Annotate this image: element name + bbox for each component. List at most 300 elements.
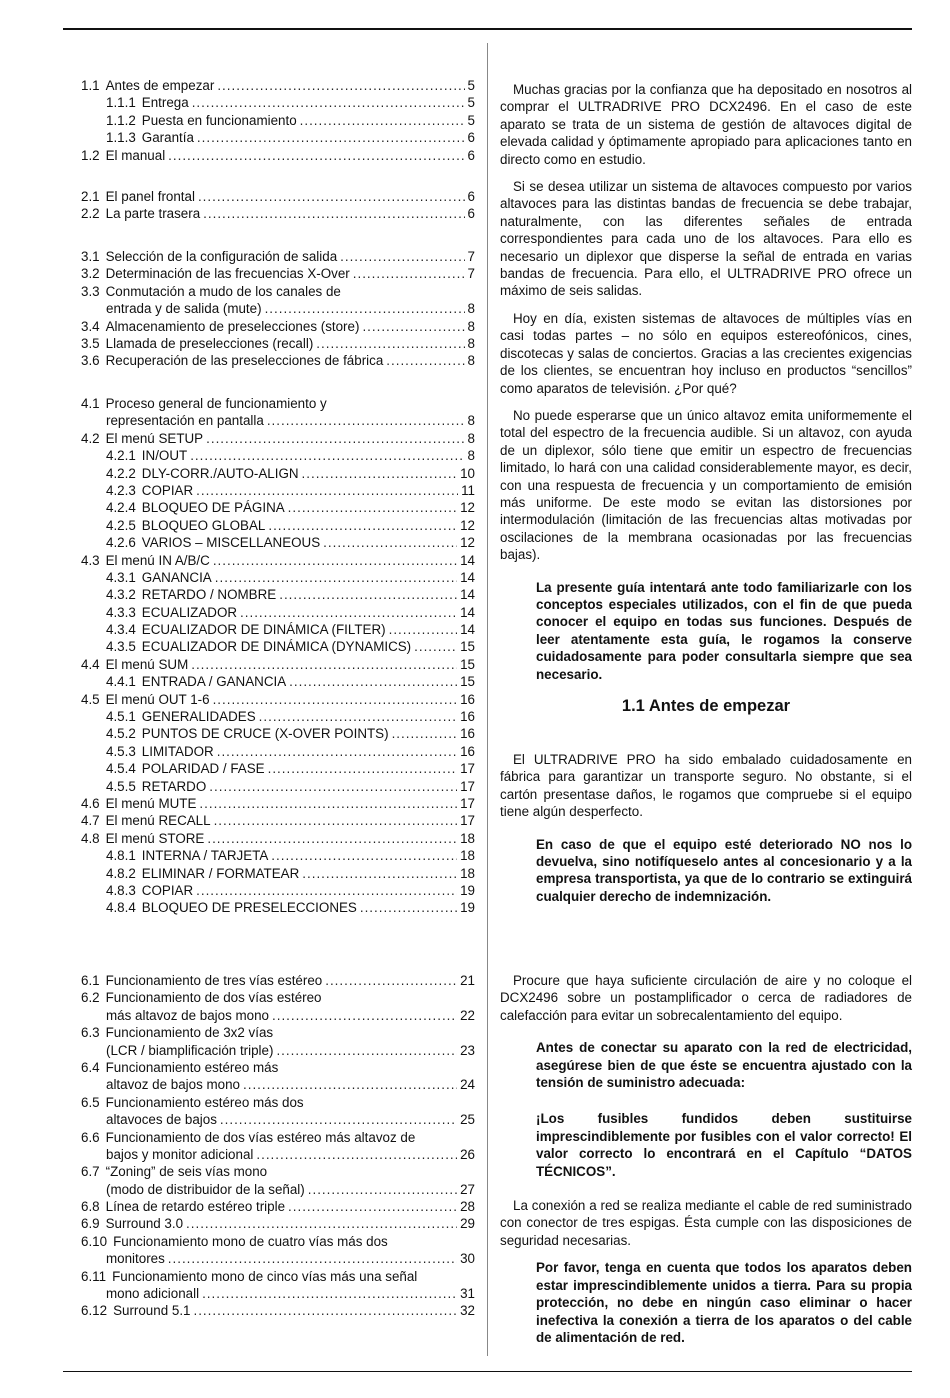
toc-leader-dots [209, 778, 457, 795]
toc-entry-number: 3.3 [81, 283, 100, 299]
toc-entry-page: 8 [467, 318, 475, 334]
toc-entry [81, 1215, 475, 1232]
toc-entry-page: 5 [467, 78, 475, 93]
toc-entry-title: Selección de la configuración de salida [105, 249, 338, 264]
toc-entry [81, 989, 475, 1006]
toc-leader-dots [186, 1215, 457, 1232]
toc-entry [81, 534, 475, 551]
toc-leader-dots [220, 1111, 457, 1128]
toc-entry [81, 586, 475, 603]
toc-entry-title: Funcionamiento mono de cuatro vías más dos [113, 1233, 388, 1249]
toc-entry-page: 17 [460, 795, 475, 811]
toc-leader-dots [217, 743, 457, 760]
toc-entry-number: 3.2 [81, 266, 100, 282]
toc-entry-title: Almacenamiento de preselecciones (store) [105, 318, 360, 334]
toc-entry [81, 760, 475, 777]
toc-entry-title: ENTRADA / GANANCIA [141, 674, 287, 690]
toc-entry-number: 6.9 [81, 1216, 100, 1232]
toc-entry-title: GENERALIDADES [141, 709, 256, 725]
toc-entry-title: Funcionamiento de 3x2 vías [105, 1025, 274, 1041]
toc-entry-title: IN/OUT [141, 448, 188, 464]
toc-entry-title: RETARDO [141, 778, 207, 794]
toc-entry [81, 412, 475, 429]
ground-warning-bold: Por favor, tenga en cuenta que todos los aparatos deben estar imprescindiblemente unidos a tierra. Para su propia protección, no debe en ningún caso eliminar o hacer inefectiva la conexión a tierra de los aparatos o del cable de alimentación de red. [536, 1260, 912, 1345]
toc-leader-dots [215, 569, 457, 586]
toc-entry-page: 25 [460, 1112, 475, 1128]
toc-leader-dots [267, 412, 465, 429]
toc-entry [81, 1129, 475, 1146]
toc-entry-page: 23 [460, 1042, 475, 1058]
toc-entry-page: 16 [460, 691, 475, 707]
toc-entry [81, 1111, 475, 1128]
toc-entry-title: ELIMINAR / FORMATEAR [141, 865, 300, 881]
toc-leader-dots [340, 248, 464, 265]
toc-leader-dots [214, 812, 458, 829]
toc-entry [81, 112, 475, 129]
intro-section [500, 81, 912, 683]
toc-entry-title: BLOQUEO DE PRESELECCIONES [141, 900, 357, 916]
toc-entry [81, 1059, 475, 1076]
toc-leader-dots [392, 725, 458, 742]
toc-leader-dots [289, 673, 457, 690]
toc-entry [81, 673, 475, 690]
section-1-1 [500, 751, 912, 905]
toc-entry-title: Recuperación de las preselecciones de fábrica [105, 353, 384, 369]
ventilation-paragraph: Procure que haya suficiente circulación de aire y no coloque el DCX2496 sobre un postamplificador o cerca de radiadores de calefacción para evitar un sobrecalentamiento del equipo. [500, 973, 912, 1023]
toc-leader-dots [202, 1285, 457, 1302]
damage-warning-bold: En caso de que el equipo esté deteriorado NO nos lo devuelva, sino notifíqueselo antes al concesionario y a la empresa transportista, ya que de lo contrario se extinguirá cualquier derecho de indemnización. [536, 836, 912, 904]
toc-entry-number: 6.12 [81, 1303, 108, 1319]
toc-entry [81, 778, 475, 795]
toc-entry-page: 5 [467, 112, 475, 128]
toc-group-2 [81, 188, 475, 223]
toc-leader-dots [196, 482, 458, 499]
toc-entry-title: más altavoz de bajos mono [106, 1007, 270, 1023]
toc-leader-dots [268, 517, 457, 534]
toc-leader-dots [268, 760, 458, 777]
toc-entry [81, 847, 475, 864]
toc-entry-number: 4.3.1 [106, 569, 136, 585]
toc-leader-dots [168, 147, 464, 164]
toc-entry [81, 656, 475, 673]
toc-entry-page: 8 [467, 413, 475, 429]
toc-entry-number: 4.5 [81, 691, 100, 707]
toc-entry-page: 17 [460, 761, 475, 777]
toc-leader-dots [288, 499, 457, 516]
toc-entry-number: 4.3 [81, 552, 100, 568]
toc-entry [81, 482, 475, 499]
toc-entry-page: 16 [460, 709, 475, 725]
toc-entry-title: Puesta en funcionamiento [141, 112, 297, 128]
toc-entry-page: 8 [467, 301, 475, 317]
toc-entry [81, 795, 475, 812]
toc-entry-page: 15 [460, 639, 475, 655]
toc-entry-title: Funcionamiento de dos vías estéreo más altavoz de [105, 1129, 416, 1145]
toc-entry [81, 248, 475, 265]
toc-entry [81, 395, 475, 412]
toc-entry-page: 30 [460, 1251, 475, 1267]
toc-leader-dots [308, 1181, 457, 1198]
toc-entry-title: (modo de distribuidor de la señal) [106, 1181, 305, 1197]
toc-entry [81, 1146, 475, 1163]
intro-paragraph-2: Si se desea utilizar un sistema de altavoces compuesto por varios altavoces para las distintas bandas de frecuencia se debe trabajar, naturalmente, con las diferentes señales de entrada correspondientes para cada uno de los altavoces. Para ello es necesario un diplexor que disperse la señal de entrada en varias bandas de frecuencia. Para ello, el ULTRADRIVE PRO ofrece un máximo de seis salidas. [500, 179, 912, 299]
toc-entry-page: 19 [460, 882, 475, 898]
toc-entry [81, 129, 475, 146]
toc-entry [81, 638, 475, 655]
toc-entry-number: 4.6 [81, 795, 100, 811]
toc-group-6 [81, 972, 475, 1320]
toc-entry-title: Funcionamiento de dos vías estéreo [105, 990, 322, 1006]
toc-leader-dots [302, 865, 457, 882]
toc-entry [81, 708, 475, 725]
toc-entry [81, 725, 475, 742]
toc-entry-title: Conmutación a mudo de los canales de [105, 283, 341, 299]
toc-entry-title: El menú SUM [105, 656, 189, 672]
toc-entry-page: 24 [460, 1077, 475, 1093]
toc-entry-number: 3.1 [81, 249, 100, 264]
toc-entry [81, 812, 475, 829]
toc-entry [81, 1285, 475, 1302]
toc-entry-page: 12 [460, 535, 475, 551]
toc-leader-dots [360, 899, 457, 916]
toc-leader-dots [389, 621, 458, 638]
toc-entry-title: LIMITADOR [141, 743, 214, 759]
toc-entry [81, 1302, 475, 1319]
toc-entry [81, 77, 475, 94]
toc-entry [81, 1163, 475, 1180]
toc-entry-page: 7 [467, 266, 475, 282]
intro-paragraph-4: No puede esperarse que un único altavoz emita uniformemente el total del espectro de la frecuencia audible. Si un altavoz, con ayuda de un diplexor, sólo tiene que emitir un espectro de frecuencias limitado, lo hará con una calidad considerablemente mayor, es decir, con una respuesta de frecuencia y un comportamiento de emisión más uniforme. De este modo se evitan las distorsiones por intermodulación (limitación de las frecuencias altas motivadas por oscilaciones de la membrana ocasionadas por las frecuencias bajas). [500, 407, 912, 563]
toc-entry-title: Surround 5.1 [113, 1303, 191, 1319]
toc-entry [81, 865, 475, 882]
toc-entry-title: La parte trasera [105, 206, 201, 222]
toc-entry-number: 6.5 [81, 1094, 100, 1110]
toc-entry-page: 29 [460, 1216, 475, 1232]
toc-entry-page: 8 [467, 335, 475, 351]
toc-entry-page: 6 [467, 147, 475, 163]
toc-entry [81, 1250, 475, 1267]
installation-section [500, 972, 912, 1346]
toc-entry-page: 28 [460, 1199, 475, 1215]
toc-entry-title: El menú OUT 1-6 [105, 691, 210, 707]
intro-note-bold: La presente guía intentará ante todo familiarizarle con los conceptos especiales utilizados, con el fin de que pueda conocer el equipo en todas sus funciones. Después de leer atentamente esta guía, le rogamos la conserve cuidadosamente para poder consultarla siempre que sea necesario. [536, 579, 912, 682]
toc-entry-title: mono adicionall [106, 1286, 200, 1302]
toc-entry-page: 6 [467, 189, 475, 204]
toc-entry-number: 1.1.1 [106, 95, 136, 111]
toc-leader-dots [217, 77, 464, 94]
toc-entry-number: 4.2.3 [106, 482, 136, 498]
toc-entry-page: 18 [460, 865, 475, 881]
toc-leader-dots [256, 1146, 457, 1163]
toc-entry-page: 16 [460, 743, 475, 759]
toc-entry-title: (LCR / biamplificación triple) [106, 1042, 274, 1058]
toc-entry-title: El panel frontal [105, 189, 195, 204]
toc-entry-number: 4.3.4 [106, 622, 136, 638]
toc-leader-dots [243, 1076, 457, 1093]
toc-leader-dots [203, 205, 464, 222]
voltage-warning-bold: Antes de conectar su aparato con la red de electricidad, asegúrese bien de que éste se encuentra ajustado con la tensión de suministro adecuada: [536, 1040, 912, 1091]
toc-entry-number: 1.2 [81, 147, 100, 163]
toc-entry-number: 4.8.3 [106, 882, 136, 898]
toc-entry-number: 4.2.2 [106, 465, 136, 481]
toc-entry-page: 5 [467, 95, 475, 111]
toc-entry-page: 18 [460, 830, 475, 846]
toc-entry-page: 6 [467, 206, 475, 222]
toc-leader-dots [192, 94, 465, 111]
toc-entry [81, 1024, 475, 1041]
toc-entry-number: 4.8.1 [106, 848, 136, 864]
toc-entry-number: 4.5.3 [106, 743, 136, 759]
toc-entry-page: 22 [460, 1007, 475, 1023]
toc-entry [81, 743, 475, 760]
toc-entry [81, 569, 475, 586]
toc-entry-page: 6 [467, 130, 475, 146]
toc-entry-number: 4.2.5 [106, 517, 136, 533]
toc-entry-title: Antes de empezar [105, 78, 215, 93]
toc-entry [81, 604, 475, 621]
toc-entry-number: 4.2 [81, 430, 100, 446]
toc-entry-number: 6.11 [81, 1268, 107, 1284]
section-paragraph-1: El ULTRADRIVE PRO ha sido embalado cuidadosamente en fábrica para garantizar un transporte seguro. No obstante, si el cartón presentase daños, le rogamos que compruebe si el equipo tiene algún desperfecto. [500, 752, 912, 820]
toc-entry-page: 27 [460, 1181, 475, 1197]
toc-entry-title: Llamada de preselecciones (recall) [105, 335, 314, 351]
toc-entry-number: 6.3 [81, 1025, 100, 1041]
toc-leader-dots [190, 447, 464, 464]
toc-entry-page: 17 [460, 778, 475, 794]
toc-entry-number: 4.3.3 [106, 604, 136, 620]
toc-entry-page: 7 [467, 249, 475, 264]
toc-entry-number: 6.2 [81, 990, 100, 1006]
toc-leader-dots [198, 188, 465, 205]
toc-entry-title: Surround 3.0 [105, 1216, 184, 1232]
toc-entry-title: GANANCIA [141, 569, 212, 585]
toc-entry-title: DLY-CORR./AUTO-ALIGN [141, 465, 299, 481]
toc-entry-page: 8 [467, 430, 475, 446]
toc-entry-page: 14 [460, 587, 475, 603]
toc-entry-number: 4.1 [81, 396, 100, 411]
toc-entry-number: 3.4 [81, 318, 100, 334]
intro-paragraph-3: Hoy en día, existen sistemas de altavoces de múltiples vías en casi todas partes – no sólo en equipos estereofónicos, cines, discotecas y salas de conciertos. Gracias a las crecientes exigencias de los clientes, se encuentran hoy incluso en productos “sencillos” como aparatos de televisión. ¿Por qué? [500, 310, 912, 396]
toc-entry-number: 4.8.2 [106, 865, 136, 881]
toc-entry [81, 1076, 475, 1093]
toc-entry-title: ECUALIZADOR DE DINÁMICA (DYNAMICS) [141, 639, 412, 655]
toc-entry-number: 4.5.2 [106, 726, 136, 742]
toc-entry-number: 6.1 [81, 973, 100, 988]
toc-entry-title: El menú IN A/B/C [105, 552, 210, 568]
toc-entry-number: 6.4 [81, 1059, 100, 1075]
toc-leader-dots [271, 847, 457, 864]
toc-entry-title: El menú SETUP [105, 430, 204, 446]
toc-entry-title: altavoces de bajos [106, 1112, 217, 1128]
toc-entry [81, 447, 475, 464]
toc-entry-number: 4.5.4 [106, 761, 136, 777]
toc-leader-dots [199, 795, 457, 812]
toc-entry-title: El menú RECALL [105, 813, 211, 829]
toc-entry [81, 283, 475, 300]
toc-entry-page: 12 [460, 517, 475, 533]
toc-entry [81, 147, 475, 164]
toc-entry-number: 4.2.6 [106, 535, 136, 551]
toc-entry-number: 2.2 [81, 206, 100, 222]
toc-entry-title: Garantía [141, 130, 194, 146]
toc-entry-page: 21 [460, 973, 475, 988]
toc-entry-title: entrada y de salida (mute) [106, 301, 262, 317]
section-heading: 1.1 Antes de empezar [621, 697, 791, 715]
toc-entry-number: 6.8 [81, 1199, 100, 1215]
toc-entry-title: ECUALIZADOR DE DINÁMICA (FILTER) [141, 622, 386, 638]
toc-leader-dots [191, 656, 457, 673]
toc-leader-dots [193, 1302, 457, 1319]
toc-entry-title: El manual [105, 147, 166, 163]
toc-entry-title: BLOQUEO DE PÁGINA [141, 500, 285, 516]
toc-entry [81, 1233, 475, 1250]
toc-entry-title: RETARDO / NOMBRE [141, 587, 277, 603]
toc-entry-page: 19 [460, 900, 475, 916]
toc-leader-dots [240, 604, 457, 621]
toc-entry-page: 15 [460, 674, 475, 690]
toc-entry-title: Funcionamiento mono de cinco vías más una señal [112, 1268, 418, 1284]
toc-entry-page: 14 [460, 622, 475, 638]
toc-entry [81, 318, 475, 335]
toc-leader-dots [316, 335, 464, 352]
toc-entry-page: 17 [460, 813, 475, 829]
toc-entry [81, 882, 475, 899]
toc-entry-title: Funcionamiento de tres vías estéreo [105, 973, 323, 988]
toc-entry-page: 14 [460, 604, 475, 620]
toc-entry [81, 1094, 475, 1111]
toc-entry [81, 300, 475, 317]
toc-entry-title: Funcionamiento estéreo más [105, 1059, 279, 1075]
toc-leader-dots [279, 586, 457, 603]
toc-entry-title: “Zoning” de seis vías mono [105, 1164, 268, 1180]
toc-entry-title: POLARIDAD / FASE [141, 761, 265, 777]
fuse-warning-bold: ¡Los fusibles fundidos deben sustituirse imprescindiblemente por fusibles con el valor correcto! El valor correcto lo encontrará en el Capítulo “DATOS TÉCNICOS”. [536, 1111, 912, 1179]
toc-entry-title: Determinación de las frecuencias X-Over [105, 266, 350, 282]
toc-leader-dots [272, 1007, 457, 1024]
toc-entry-number: 4.4.1 [106, 674, 136, 690]
toc-leader-dots [353, 265, 465, 282]
toc-leader-dots [414, 638, 457, 655]
toc-entry [81, 1181, 475, 1198]
toc-entry-number: 4.5.1 [106, 709, 136, 725]
toc-group-1 [81, 77, 475, 164]
toc-entry [81, 621, 475, 638]
toc-leader-dots [213, 691, 458, 708]
toc-entry [81, 899, 475, 916]
toc-entry-title: VARIOS – MISCELLANEOUS [141, 535, 321, 551]
toc-entry [81, 265, 475, 282]
toc-leader-dots [386, 352, 464, 369]
toc-leader-dots [206, 430, 464, 447]
toc-entry-number: 2.1 [81, 189, 100, 204]
toc-entry [81, 552, 475, 569]
toc-entry-title: El menú STORE [105, 830, 205, 846]
toc-group-3 [81, 248, 475, 370]
toc-entry [81, 1042, 475, 1059]
toc-entry [81, 352, 475, 369]
toc-entry-title: El menú MUTE [105, 795, 197, 811]
toc-entry [81, 335, 475, 352]
intro-paragraph-1: Muchas gracias por la confianza que ha depositado en nosotros al comprar el ULTRADRIVE PRO DCX2496. En el caso de este aparato se trata de un sistema de gestión de altavoces digital de elevada calidad y óptimamente apropiado para aplicaciones tanto en directo como en estudio. [500, 82, 912, 167]
toc-entry-number: 4.5.5 [106, 778, 136, 794]
toc-entry-number: 6.10 [81, 1233, 108, 1249]
toc-entry [81, 499, 475, 516]
toc-leader-dots [213, 552, 457, 569]
top-rule [63, 28, 912, 30]
toc-entry-page: 26 [460, 1146, 475, 1162]
toc-entry-number: 4.4 [81, 656, 100, 672]
toc-entry-number: 1.1 [81, 78, 100, 93]
toc-entry-number: 1.1.2 [106, 112, 136, 128]
toc-entry [81, 94, 475, 111]
toc-entry-title: ECUALIZADOR [141, 604, 238, 620]
toc-entry [81, 830, 475, 847]
toc-entry-page: 18 [460, 848, 475, 864]
toc-entry-number: 3.6 [81, 353, 100, 369]
toc-entry-page: 8 [467, 353, 475, 369]
toc-entry [81, 1007, 475, 1024]
toc-entry-page: 12 [460, 500, 475, 516]
toc-entry-number: 4.2.4 [106, 500, 136, 516]
toc-entry-title: COPIAR [141, 482, 194, 498]
toc-entry [81, 691, 475, 708]
toc-entry-title: BLOQUEO GLOBAL [141, 517, 266, 533]
toc-entry-page: 16 [460, 726, 475, 742]
toc-entry-number: 4.8 [81, 830, 100, 846]
toc-entry [81, 430, 475, 447]
toc-entry-number: 4.7 [81, 813, 100, 829]
mains-paragraph: La conexión a red se realiza mediante el cable de red suministrado con conector de tres espigas. Ésta cumple con las disposiciones de seguridad necesarias. [500, 1198, 912, 1248]
toc-leader-dots [168, 1250, 457, 1267]
toc-leader-dots [207, 830, 457, 847]
toc-entry-page: 32 [460, 1303, 475, 1319]
column-divider [487, 43, 488, 1356]
toc-leader-dots [197, 129, 465, 146]
toc-entry-title: Línea de retardo estéreo triple [105, 1199, 286, 1215]
toc-entry-title: PUNTOS DE CRUCE (X-OVER POINTS) [141, 726, 389, 742]
toc-entry [81, 1268, 475, 1285]
toc-entry-number: 6.7 [81, 1164, 100, 1180]
toc-entry [81, 972, 475, 989]
toc-leader-dots [300, 112, 465, 129]
toc-entry [81, 517, 475, 534]
toc-entry-title: Proceso general de funcionamiento y [105, 396, 327, 411]
toc-entry-title: INTERNA / TARJETA [141, 848, 269, 864]
toc-entry-title: bajos y monitor adicional [106, 1146, 254, 1162]
toc-leader-dots [362, 318, 464, 335]
toc-entry [81, 465, 475, 482]
toc-entry-page: 14 [460, 552, 475, 568]
toc-entry-title: Funcionamiento estéreo más dos [105, 1094, 304, 1110]
toc-entry [81, 188, 475, 205]
toc-entry [81, 1198, 475, 1215]
toc-entry-title: representación en pantalla [106, 413, 264, 429]
toc-entry-page: 15 [460, 656, 475, 672]
toc-entry-title: COPIAR [141, 882, 194, 898]
toc-entry-number: 6.6 [81, 1129, 100, 1145]
toc-leader-dots [265, 300, 465, 317]
toc-leader-dots [325, 972, 457, 989]
toc-leader-dots [288, 1198, 457, 1215]
toc-group-4 [81, 395, 475, 917]
toc-entry-page: 31 [460, 1286, 475, 1302]
toc-entry-title: monitores [106, 1251, 165, 1267]
toc-entry-number: 4.3.5 [106, 639, 136, 655]
toc-leader-dots [323, 534, 457, 551]
toc-entry-number: 3.5 [81, 335, 100, 351]
toc-leader-dots [196, 882, 457, 899]
toc-entry-number: 4.3.2 [106, 587, 136, 603]
